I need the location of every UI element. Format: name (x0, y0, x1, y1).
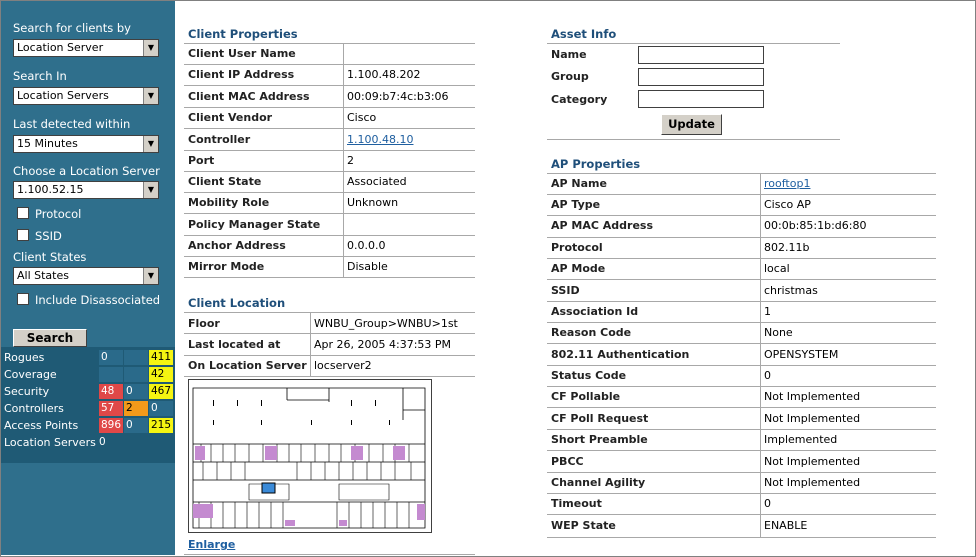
row-value: 0 (764, 497, 771, 510)
row-value: Implemented (764, 433, 838, 446)
row-value: OPENSYSTEM (764, 348, 839, 361)
summary-row-controllers[interactable] (1, 400, 175, 417)
row-value: Cisco (347, 111, 377, 124)
minor-count[interactable]: 215 (151, 419, 172, 431)
row-divider (184, 277, 475, 278)
row-label: Channel Agility (551, 476, 646, 489)
include-disassociated-checkbox[interactable] (17, 293, 160, 307)
row-value: Apr 26, 2005 4:37:53 PM (314, 338, 452, 351)
row-label: PBCC (551, 455, 584, 468)
row-label: Client Vendor (188, 111, 273, 124)
row-value: Not Implemented (764, 476, 861, 489)
divider (184, 43, 475, 44)
summary-label: Security (4, 385, 50, 398)
minor-count[interactable]: 467 (151, 385, 172, 397)
row-divider (547, 365, 936, 366)
summary-label: Location Servers (4, 436, 96, 449)
search-for-select[interactable] (13, 39, 159, 57)
row-value: Unknown (347, 196, 399, 209)
row-value: 802.11b (764, 241, 810, 254)
row-label: Reason Code (551, 326, 632, 339)
row-divider (184, 85, 475, 86)
row-divider (547, 472, 936, 473)
summary-row-rogues[interactable] (1, 349, 175, 366)
row-label: Association Id (551, 305, 639, 318)
row-divider (184, 150, 475, 151)
summary-label: Access Points (4, 419, 79, 432)
asset-name-input[interactable] (638, 46, 764, 64)
last-detected-label: Last detected within (13, 117, 131, 131)
row-divider (184, 107, 475, 108)
critical-count[interactable]: 0 (99, 350, 123, 365)
row-value: locserver2 (314, 359, 372, 372)
row-divider (547, 279, 936, 280)
row-value: christmas (764, 284, 818, 297)
row-label: Client User Name (188, 47, 296, 60)
chevron-down-icon[interactable]: ▼ (143, 268, 158, 284)
client-states-select[interactable] (13, 267, 159, 285)
row-divider (184, 213, 475, 214)
search-for-value: Location Server (17, 41, 104, 54)
row-label: AP Type (551, 198, 601, 211)
row-divider (547, 429, 936, 430)
client-properties-title: Client Properties (188, 27, 298, 41)
row-value: None (764, 326, 793, 339)
row-value: 00:09:b7:4c:b3:06 (347, 90, 449, 103)
row-divider (547, 450, 936, 451)
row-label: Short Preamble (551, 433, 648, 446)
row-divider (547, 386, 936, 387)
enlarge-link[interactable]: Enlarge (188, 538, 236, 551)
floor-map[interactable] (188, 379, 432, 533)
minor-count[interactable]: 0 (149, 401, 173, 416)
asset-group-input[interactable] (638, 68, 764, 86)
summary-row-location-servers[interactable] (1, 434, 175, 451)
row-divider (547, 301, 936, 302)
critical-count[interactable]: 896 (101, 419, 122, 431)
major-count[interactable]: 2 (124, 401, 148, 416)
row-label: Floor (188, 317, 220, 330)
row-divider (184, 235, 475, 236)
row-value: 1 (764, 305, 771, 318)
checkbox-icon[interactable] (17, 229, 29, 241)
critical-count[interactable] (99, 367, 123, 382)
divider (547, 173, 936, 174)
row-value: Not Implemented (764, 390, 861, 403)
divider (760, 174, 761, 538)
row-value: 2 (347, 154, 354, 167)
client-location-marker (262, 483, 275, 493)
row-divider (184, 333, 475, 334)
row-label: Timeout (551, 497, 602, 510)
row-label: Client State (188, 175, 262, 188)
row-label: Client MAC Address (188, 90, 310, 103)
critical-count[interactable]: 48 (99, 384, 123, 399)
row-label: AP MAC Address (551, 219, 654, 232)
asset-category-input[interactable] (638, 90, 764, 108)
checkbox-icon[interactable] (17, 293, 29, 305)
row-value: 00:0b:85:1b:d6:80 (764, 219, 867, 232)
summary-label: Coverage (4, 368, 57, 381)
row-label: Policy Manager State (188, 218, 321, 231)
search-in-label: Search In (13, 69, 67, 83)
protocol-checkbox[interactable] (17, 207, 81, 221)
critical-count[interactable]: 57 (99, 401, 123, 416)
major-count[interactable]: 0 (124, 384, 148, 399)
row-value: Not Implemented (764, 455, 861, 468)
minor-count[interactable]: 42 (149, 367, 173, 382)
search-in-select[interactable] (13, 87, 159, 105)
row-divider (547, 343, 936, 344)
row-divider (547, 215, 936, 216)
client-states-value: All States (17, 269, 69, 282)
row-value: 1.100.48.202 (347, 68, 421, 81)
choose-location-server-label: Choose a Location Server (13, 164, 160, 178)
chevron-down-icon[interactable]: ▼ (143, 136, 158, 152)
row-value: WNBU_Group>WNBU>1st (314, 317, 458, 330)
search-in-value: Location Servers (17, 89, 109, 102)
row-label: Anchor Address (188, 239, 286, 252)
checkbox-icon[interactable] (17, 207, 29, 219)
row-divider (184, 171, 475, 172)
search-button[interactable]: Search (13, 329, 87, 347)
row-divider (184, 256, 475, 257)
row-divider (547, 322, 936, 323)
chevron-down-icon[interactable]: ▼ (143, 40, 158, 56)
row-label: Mirror Mode (188, 260, 265, 273)
major-count[interactable] (124, 350, 148, 365)
controller-link[interactable]: 1.100.48.10 (347, 133, 414, 146)
divider (547, 43, 840, 44)
include-disassociated-label: Include Disassociated (35, 293, 161, 307)
chevron-down-icon[interactable]: ▼ (143, 182, 158, 198)
row-label: 802.11 Authentication (551, 348, 690, 361)
ap-name-link[interactable]: rooftop1 (764, 177, 811, 190)
row-label: Controller (188, 133, 251, 146)
divider (310, 313, 311, 377)
client-location-title: Client Location (188, 296, 286, 310)
ssid-label: SSID (35, 229, 62, 243)
location-server-select[interactable] (13, 181, 159, 199)
row-value: local (764, 262, 790, 275)
last-detected-select[interactable] (13, 135, 159, 153)
row-divider (184, 376, 475, 377)
divider (547, 139, 840, 140)
row-label: SSID (551, 284, 580, 297)
row-value: 0 (764, 369, 771, 382)
summary-label: Rogues (4, 351, 45, 364)
row-divider (547, 258, 936, 259)
row-label: On Location Server (188, 359, 307, 372)
divider (184, 554, 475, 555)
divider (343, 44, 344, 278)
row-label: CF Poll Request (551, 412, 649, 425)
row-label: AP Name (551, 177, 607, 190)
client-states-label: Client States (13, 250, 87, 264)
sidebar (1, 1, 175, 555)
asset-name-label: Name (551, 48, 587, 61)
row-label: Protocol (551, 241, 603, 254)
row-divider (184, 64, 475, 65)
floor-plan-image (189, 380, 431, 532)
location-server-value: 1.100.52.15 (17, 183, 84, 196)
row-divider (184, 128, 475, 129)
row-value: 0.0.0.0 (347, 239, 386, 252)
chevron-down-icon[interactable]: ▼ (143, 88, 158, 104)
search-for-label: Search for clients by (13, 21, 131, 35)
row-label: Mobility Role (188, 196, 270, 209)
row-label: Port (188, 154, 215, 167)
row-label: AP Mode (551, 262, 606, 275)
row-value: Not Implemented (764, 412, 861, 425)
row-label: WEP State (551, 519, 616, 532)
row-divider (184, 192, 475, 193)
row-value: Disable (347, 260, 388, 273)
asset-category-label: Category (551, 93, 608, 106)
row-value: Associated (347, 175, 407, 188)
minor-count[interactable]: 411 (151, 351, 172, 363)
row-divider (547, 514, 936, 515)
ssid-checkbox[interactable] (17, 229, 62, 243)
ap-properties-title: AP Properties (551, 157, 641, 171)
critical-count[interactable]: 0 (99, 436, 106, 448)
major-count[interactable] (124, 367, 148, 382)
summary-row-access-points[interactable] (1, 417, 175, 434)
row-divider (547, 537, 936, 538)
major-count[interactable]: 0 (124, 418, 148, 433)
update-button[interactable]: Update (661, 114, 722, 135)
row-value: Cisco AP (764, 198, 811, 211)
row-label: Status Code (551, 369, 627, 382)
summary-label: Controllers (4, 402, 64, 415)
row-divider (547, 237, 936, 238)
summary-row-security[interactable] (1, 383, 175, 400)
asset-group-label: Group (551, 70, 589, 83)
row-divider (547, 407, 936, 408)
row-label: Client IP Address (188, 68, 295, 81)
last-detected-value: 15 Minutes (17, 137, 78, 150)
row-divider (184, 355, 475, 356)
row-divider (547, 194, 936, 195)
asset-info-title: Asset Info (551, 27, 617, 41)
row-label: Last located at (188, 338, 281, 351)
row-value: ENABLE (764, 519, 808, 532)
row-divider (547, 493, 936, 494)
alarm-summary (1, 347, 175, 463)
protocol-label: Protocol (35, 207, 82, 221)
summary-row-coverage[interactable] (1, 366, 175, 383)
divider (184, 312, 475, 313)
row-label: CF Pollable (551, 390, 621, 403)
